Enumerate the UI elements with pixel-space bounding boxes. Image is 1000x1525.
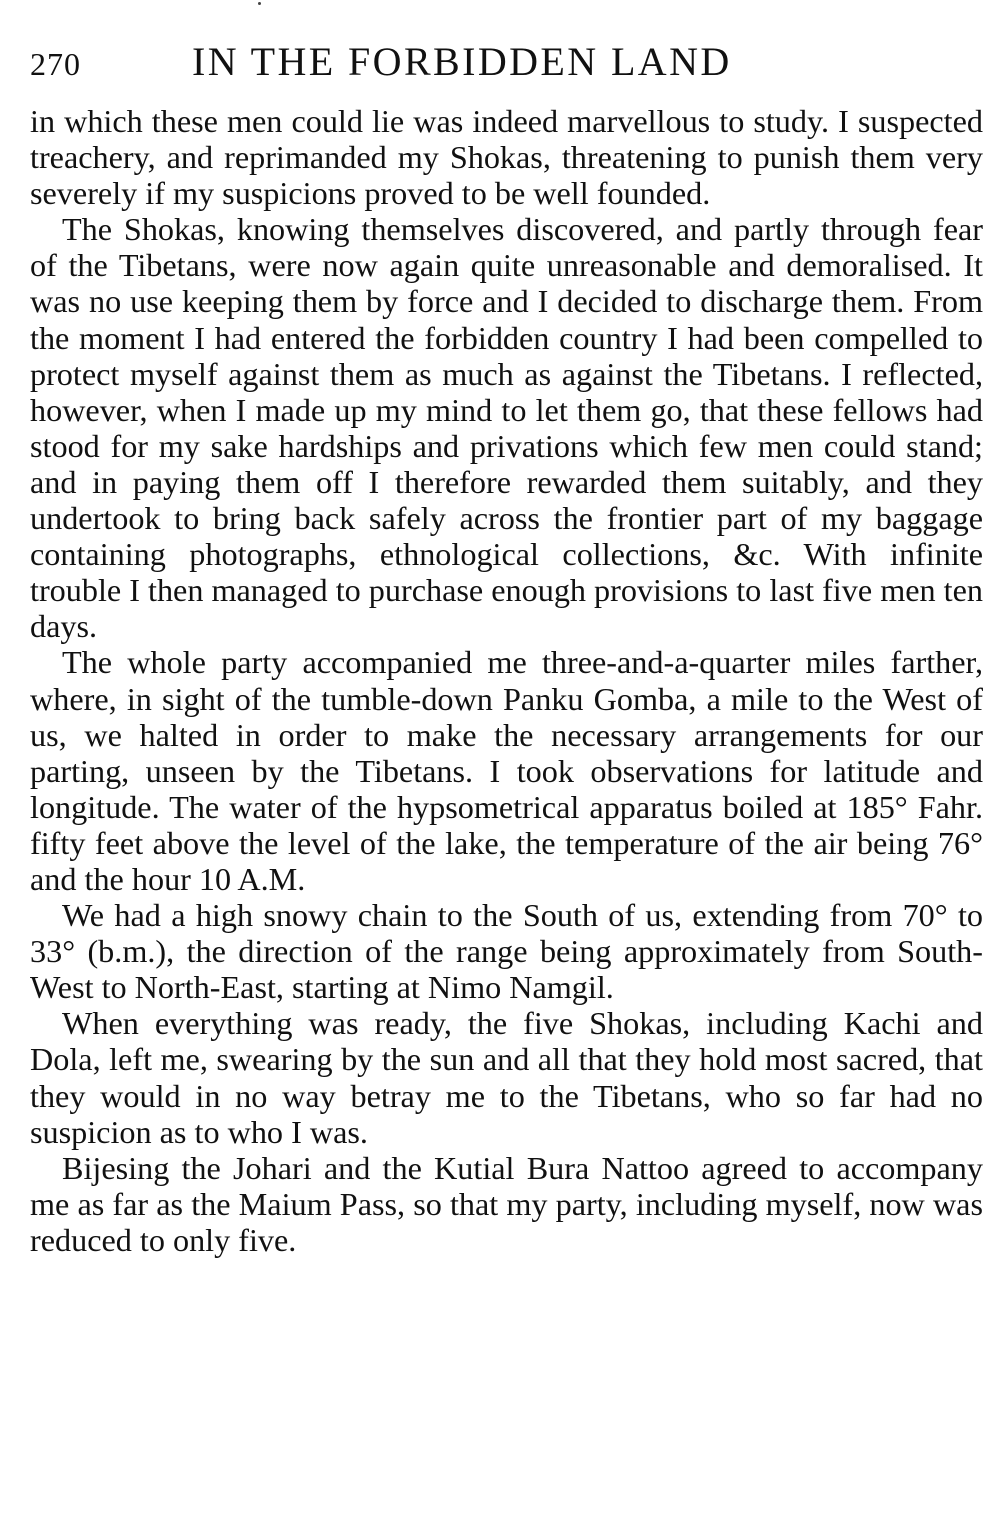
paragraph-4: We had a high snowy chain to the South of us, extending from 70° to 33° (b.m.), the direction of the range being approximately from South-West to North-East, starting at Nimo Namgil.	[30, 897, 983, 1006]
paragraph-5: When everything was ready, the five Shokas, including Kachi and Dola, left me, swearing by the sun and all that they hold most sacred, that they would in no way betray me to the Tibetans, who so far had no suspicion as to who I was.	[30, 1005, 983, 1150]
body-text	[30, 103, 983, 1258]
page-header	[30, 38, 970, 90]
page-speck	[258, 2, 261, 5]
paragraph-3: The whole party accompanied me three-and-a-quarter miles farther, where, in sight of the tumble-down Panku Gomba, a mile to the West of us, we halted in order to make the necessary arrangements for our parting, unseen by the Tibetans. I took observations for latitude and longitude. The water of the hypsometrical apparatus boiled at 185° Fahr. fifty feet above the level of the lake, the temperature of the air being 76° and the hour 10 A.M.	[30, 644, 983, 897]
paragraph-2: The Shokas, knowing themselves discovered, and partly through fear of the Tibetans, were now again quite unreasonable and demoralised. It was no use keeping them by force and I decided to discharge them. From the moment I had entered the forbidden country I had been compelled to protect myself against them as much as against the Tibetans. I reflected, however, when I made up my mind to let them go, that these fellows had stood for my sake hardships and privations which few men could stand; and in paying them off I therefore rewarded them suitably, and they undertook to bring back safely across the frontier part of my baggage containing photographs, ethnological collections, &c. With infinite trouble I then managed to purchase enough provisions to last five men ten days.	[30, 211, 983, 645]
running-title: IN THE FORBIDDEN LAND	[192, 39, 732, 84]
page-number: 270	[30, 46, 81, 82]
paragraph-6: Bijesing the Johari and the Kutial Bura Nattoo agreed to accompany me as far as the Maium Pass, so that my party, including myself, now was reduced to only five.	[30, 1149, 983, 1258]
paragraph-1: in which these men could lie was indeed marvellous to study. I suspected treachery, and reprimanded my Shokas, threatening to punish them very severely if my suspicions proved to be well founded.	[30, 103, 983, 212]
